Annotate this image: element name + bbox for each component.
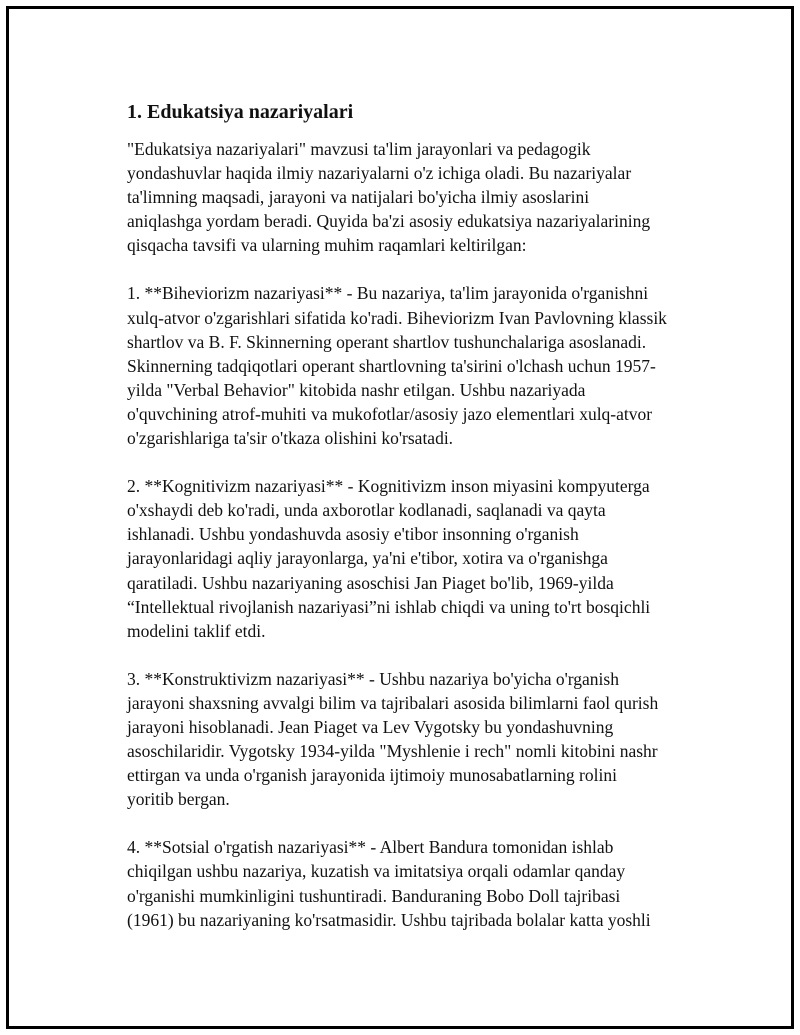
text-line: shartlov va B. F. Skinnerning operant shartlov tushunchalariga asoslanadi. [127, 331, 647, 352]
paragraph-konstruktivizm [120, 667, 680, 812]
text-line: Skinnerning tadqiqotlari operant shartlovning ta'sirini o'lchash uchun 1957- [127, 355, 656, 376]
text-line: ettirgan va unda o'rganish jarayonida ijtimoiy munosabatlarning rolini [127, 765, 617, 786]
text-line: xulq-atvor o'zgarishlari sifatida ko'radi. Biheviorizm Ivan Pavlovning klassik [127, 307, 667, 328]
text-line: modelini taklif etdi. [127, 620, 266, 641]
paragraph-sotsial [120, 835, 680, 931]
text-line: 3. **Konstruktivizm nazariyasi** - Ushbu nazariya bo'yicha o'rganish [127, 668, 619, 689]
text-line: o'xshaydi deb ko'radi, unda axborotlar kodlanadi, saqlanadi va qayta [127, 500, 606, 521]
text-line: jarayoni hisoblanadi. Jean Piaget va Lev Vygotsky bu yondashuvning [127, 716, 614, 737]
text-line: jarayoni shaxsning avvalgi bilim va tajribalari asosida bilimlarni faol qurish [127, 692, 659, 713]
paragraph-intro [120, 137, 680, 257]
text-line: yoritib bergan. [127, 789, 230, 810]
text-line: chiqilgan ushbu nazariya, kuzatish va imitatsiya orqali odamlar qanday [127, 861, 626, 882]
paragraph-biheviorizm [120, 281, 680, 450]
text-line: 1. **Biheviorizm nazariyasi** - Bu nazariya, ta'lim jarayonida o'rganishni [127, 283, 649, 304]
text-line: jarayonlaridagi aqliy jarayonlarga, ya'ni e'tibor, xotira va o'rganishga [127, 548, 608, 569]
text-line: qisqacha tavsifi va ularning muhim raqamlari keltirilgan: [127, 235, 527, 256]
page-title: 1. Edukatsiya nazariyalari [127, 101, 354, 123]
text-line: o'quvchining atrof-muhiti va mukofotlar/asosiy jazo elementlari xulq-atvor [127, 403, 653, 424]
text-line: yondashuvlar haqida ilmiy nazariyalarni o'z ichiga oladi. Bu nazariyalar [127, 163, 632, 184]
text-line: o'zgarishlariga ta'sir o'tkaza olishini ko'rsatadi. [127, 428, 454, 449]
text-line: ta'limning maqsadi, jarayoni va natijalari bo'yicha ilmiy asoslarini [127, 187, 590, 208]
page-frame [6, 6, 794, 1029]
text-line: "Edukatsiya nazariyalari" mavzusi ta'lim jarayonlari va pedagogik [127, 139, 591, 159]
text-line: 4. **Sotsial o'rgatish nazariyasi** - Albert Bandura tomonidan ishlab [127, 837, 614, 858]
text-line: qaratiladi. Ushbu nazariyaning asoschisi Jan Piaget bo'lib, 1969-yilda [127, 572, 614, 593]
text-line: 2. **Kognitivizm nazariyasi** - Kognitivizm inson miyasini kompyuterga [127, 476, 650, 497]
text-line: “Intellektual rivojlanish nazariyasi”ni ishlab chiqdi va uning to'rt bosqichli [127, 596, 651, 617]
paragraph-kognitivizm [120, 474, 680, 643]
document-body [120, 99, 680, 956]
text-line: (1961) bu nazariyaning ko'rsatmasidir. Ushbu tajribada bolalar katta yoshli [127, 909, 651, 930]
text-line: asoschilaridir. Vygotsky 1934-yilda "Myshlenie i rech" nomli kitobini nashr [127, 741, 658, 762]
text-line: aniqlashga yordam beradi. Quyida ba'zi asosiy edukatsiya nazariyalarining [127, 211, 651, 232]
text-line: yilda "Verbal Behavior" kitobida nashr etilgan. Ushbu nazariyada [127, 379, 586, 400]
text-line: ishlanadi. Ushbu yondashuvda asosiy e'tibor insonning o'rganish [127, 524, 579, 545]
text-line: o'rganishi mumkinligini tushuntiradi. Banduraning Bobo Doll tajribasi [127, 885, 621, 906]
